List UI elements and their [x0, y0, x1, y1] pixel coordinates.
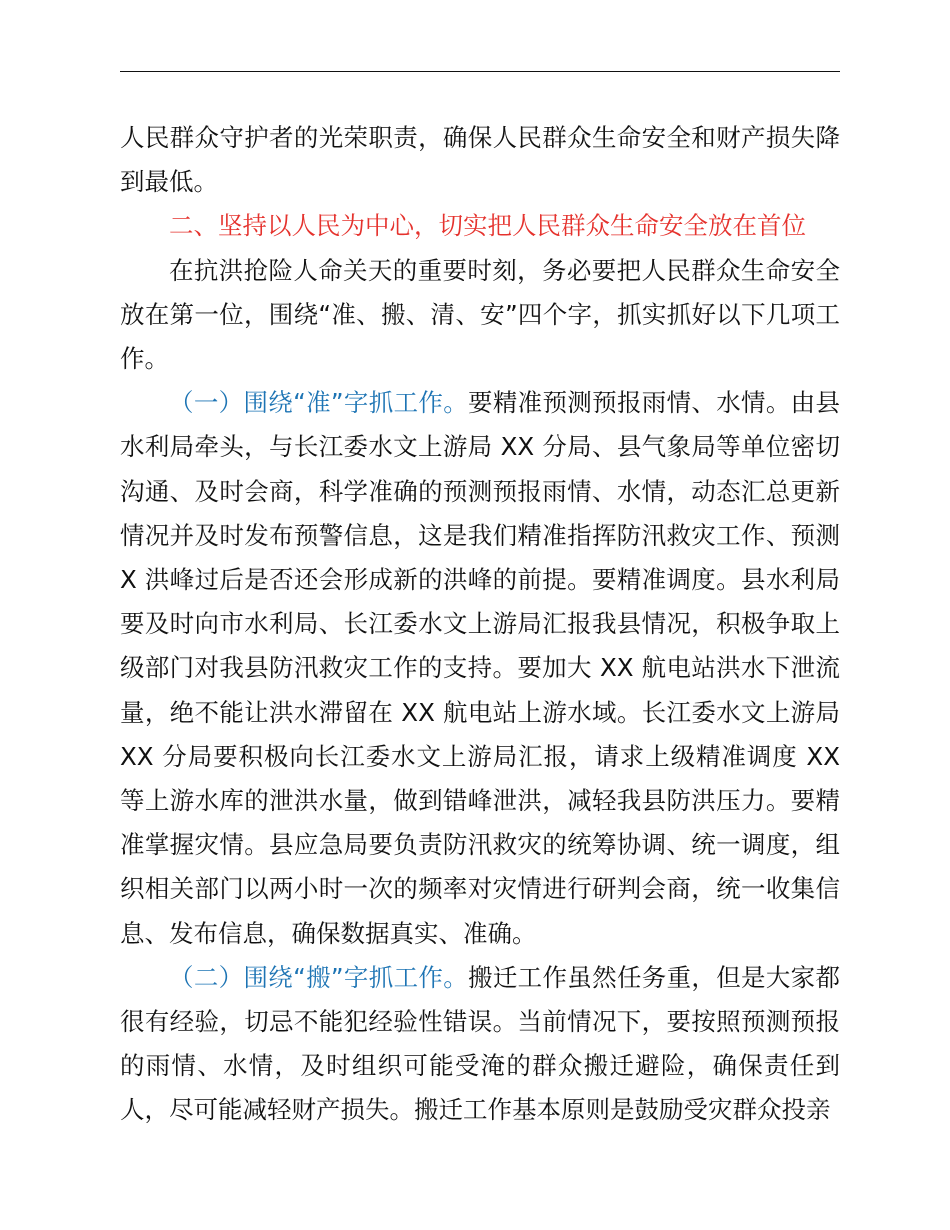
paragraph-sub2: [120, 956, 840, 1133]
document-body: [120, 116, 840, 1133]
subheading-1: （一）围绕“准”字抓工作。: [169, 388, 469, 418]
paragraph-continued: 人民群众守护者的光荣职责，确保人民群众生命安全和财产损失降到最低。: [120, 123, 840, 197]
section-heading-text: 二、坚持以人民为中心，切实把人民群众生命安全放在首位: [169, 211, 806, 241]
subheading-2-body: 搬迁工作虽然任务重，但是大家都很有经验，切忌不能犯经验性错误。当前情况下，要按照预测预报的雨情、水情，及时组织可能受淹的群众搬迁避险，确保责任到人，尽可能减轻财产损失。搬迁工作基本原则是鼓励受灾群众投亲: [120, 962, 840, 1125]
paragraph-sub1: [120, 381, 840, 956]
header-rule: [120, 71, 840, 72]
section-heading-2: [120, 204, 840, 248]
paragraph-intro: 在抗洪抢险人命关天的重要时刻，务必要把人民群众生命安全放在第一位，围绕“准、搬、清、安”四个字，抓实抓好以下几项工作。: [120, 255, 840, 374]
subheading-1-body: 要精准预测预报雨情、水情。由县水利局牵头，与长江委水文上游局 XX 分局、县气象局等单位密切沟通、及时会商，科学准确的预测预报雨情、水情，动态汇总更新情况并及时发布预警信息，这是我们精准指挥防汛救灾工作、预测 X 洪峰过后是否还会形成新的洪峰的前提。要精准调度。县水利局要及时向市水利局、长江委水文上游局汇报我县情况，积极争取上级部门对我县防汛救灾工作的支持。要加大 XX 航电站洪水下泄流量，绝不能让洪水滞留在 XX 航电站上游水域。长江委水文上游局 XX 分局要积极向长江委水文上游局汇报，请求上级精准调度 XX 等上游水库的泄洪水量，做到错峰泄洪，减轻我县防洪压力。要精准掌握灾情。县应急局要负责防汛救灾的统筹协调、统一调度，组织相关部门以两小时一次的频率对灾情进行研判会商，统一收集信息、发布信息，确保数据真实、准确。: [120, 388, 840, 948]
subheading-2: （二）围绕“搬”字抓工作。: [169, 962, 469, 992]
